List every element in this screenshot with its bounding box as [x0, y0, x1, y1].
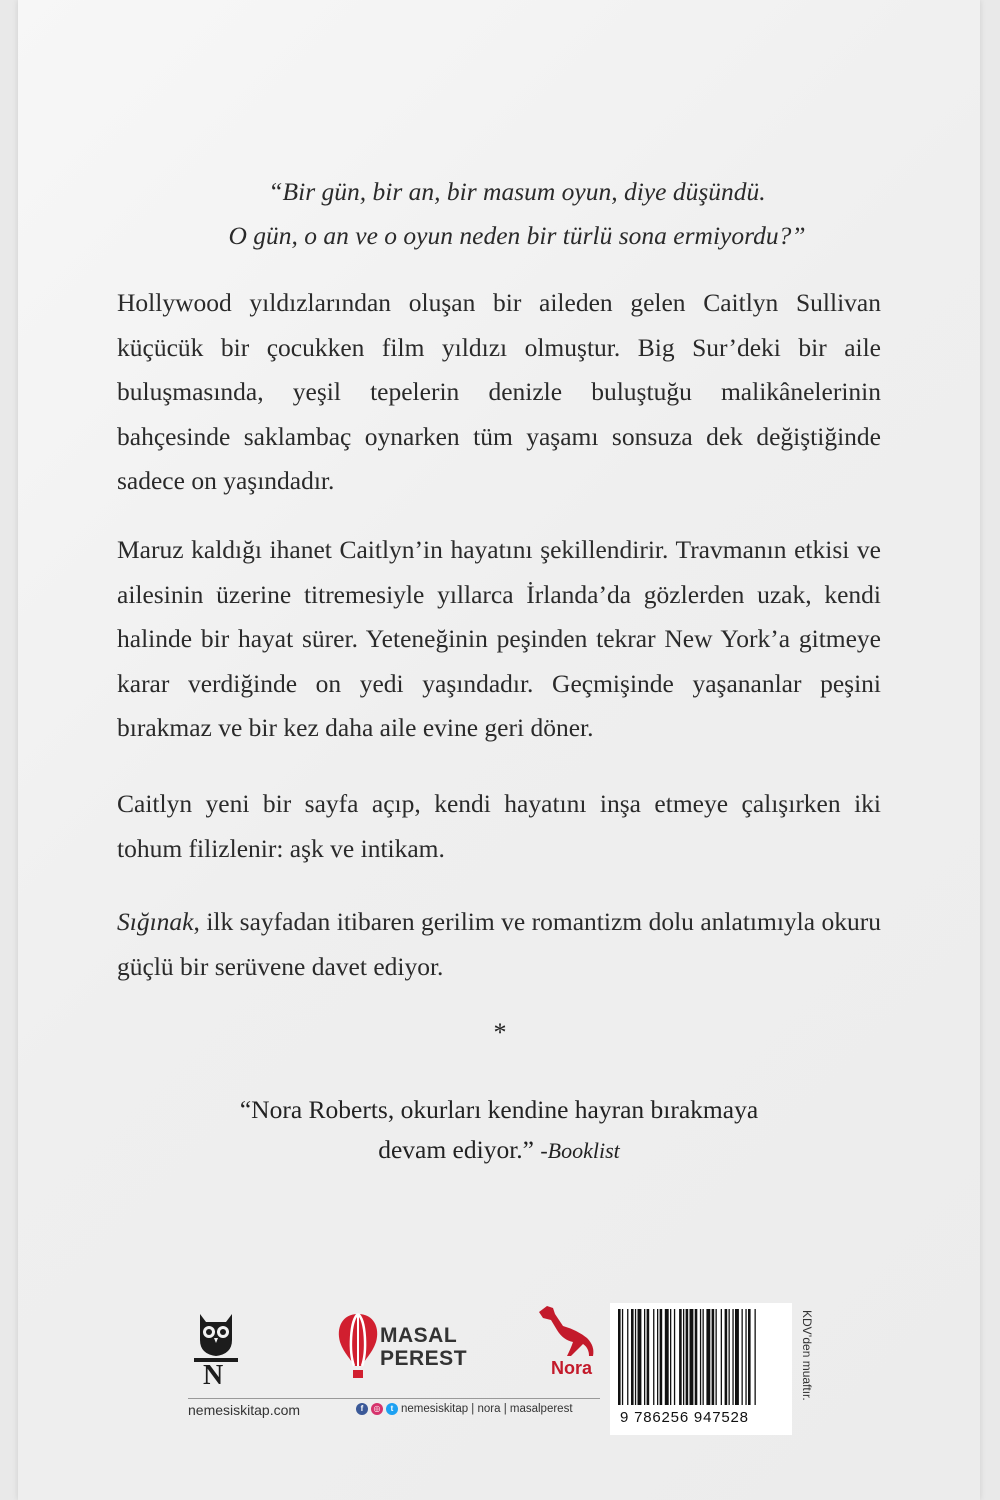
- barcode-bar: [683, 1309, 684, 1405]
- barcode-bar: [700, 1309, 701, 1405]
- perest-word: PEREST: [380, 1347, 468, 1370]
- barcode-bar: [735, 1309, 739, 1405]
- review-quote: [117, 1090, 881, 1171]
- hot-air-balloon-icon: [336, 1312, 380, 1382]
- barcode-bar: [644, 1309, 645, 1405]
- barcode-bar: [716, 1309, 717, 1405]
- social-handles-text: nemesiskitap | nora | masalperest: [401, 1403, 573, 1415]
- barcode-bar: [665, 1309, 669, 1405]
- synopsis-paragraph-2: Maruz kaldığı ihanet Caitlyn’in hayatını şekillendirir. Travmanın etkisi ve ailesinin üzerine titremesiyle yıllarca İrlanda’da gözlerden uzak, kendi halinde bir hayat sürer. Yeteneğinin peşinden tekrar New York’a gitmeye karar verdiğinde on yedi yaşındadır. Geçmişinde yaşananlar peşini bırakmaz ve bir kez daha aile evine geri döner.: [117, 535, 881, 742]
- barcode-bar: [660, 1309, 663, 1405]
- synopsis-paragraph-4-text: , ilk sayfadan itibaren gerilim ve romantizm dolu anlatımıyla okuru güçlü bir serüvene davet ediyor.: [117, 907, 881, 981]
- review-source: -Booklist: [540, 1138, 620, 1163]
- isbn-number: 9 786256 947528: [620, 1409, 749, 1426]
- barcode-bar: [657, 1309, 658, 1405]
- barcode-bar: [703, 1309, 704, 1405]
- opening-quote-line2: O gün, o an ve o oyun neden bir türlü sona ermiyordu?”: [228, 221, 806, 250]
- nora-wordmark: Nora: [551, 1358, 593, 1378]
- barcode-bar: [647, 1309, 650, 1405]
- review-line1: “Nora Roberts, okurları kendine hayran bırakmaya: [239, 1095, 759, 1124]
- synopsis-paragraph-3: Caitlyn yeni bir sayfa açıp, kendi hayatını inşa etmeye çalışırken iki tohum filizlenir: aşk ve intikam.: [117, 789, 881, 863]
- nora-logo: [533, 1300, 603, 1386]
- barcode-bar: [732, 1309, 733, 1405]
- greyhound-icon: [533, 1300, 603, 1360]
- masal-word: MASAL: [380, 1324, 458, 1347]
- barcode-bar: [695, 1309, 698, 1405]
- synopsis-paragraph-1: Hollywood yıldızlarından oluşan bir aileden gelen Caitlyn Sullivan küçücük bir çocukken film yıldızı olmuştur. Big Sur’deki bir aile buluşmasında, yeşil tepelerin denizle buluştuğu malikânelerinin bahçesinde saklambaç oynarken tüm yaşamı sonsuza dek değiştiğinde sadece on yaşındadır.: [117, 288, 881, 495]
- barcode-bar: [712, 1309, 715, 1405]
- barcode-bar: [748, 1309, 751, 1405]
- publisher-logos: [188, 1300, 608, 1400]
- social-handles: [356, 1403, 573, 1415]
- barcode-bar: [618, 1309, 621, 1405]
- nemesis-owl-logo: [188, 1310, 244, 1390]
- opening-quote-line1: “Bir gün, bir an, bir masum oyun, diye düşündü.: [268, 177, 766, 206]
- opening-quote: [135, 170, 899, 258]
- review-line2: devam ediyor.”: [378, 1135, 534, 1164]
- barcode-bar: [745, 1309, 746, 1405]
- barcode-bars: [618, 1309, 786, 1405]
- barcode-bar: [725, 1309, 728, 1405]
- barcode-bar: [679, 1309, 682, 1405]
- barcode-bar: [638, 1309, 642, 1405]
- instagram-icon: ◎: [371, 1403, 383, 1415]
- barcode-bar: [631, 1309, 634, 1405]
- footer-divider: [188, 1398, 600, 1399]
- barcode-bar: [755, 1309, 756, 1405]
- barcode-bar: [690, 1309, 694, 1405]
- synopsis-paragraph-4: [117, 900, 881, 989]
- owl-letter: N: [203, 1360, 224, 1391]
- facebook-icon: f: [356, 1403, 368, 1415]
- barcode-bar: [622, 1309, 623, 1405]
- barcode-bar: [670, 1309, 671, 1405]
- barcode-bar: [674, 1309, 675, 1405]
- book-title: Sığınak: [117, 907, 194, 936]
- barcode-bar: [686, 1309, 689, 1405]
- masal-perest-wordmark: [380, 1324, 467, 1370]
- barcode-bar: [706, 1309, 710, 1405]
- barcode-bar: [635, 1309, 636, 1405]
- barcode-bar: [729, 1309, 730, 1405]
- barcode-bar: [627, 1309, 628, 1405]
- publisher-website: nemesiskitap.com: [188, 1402, 301, 1418]
- isbn-barcode: [610, 1303, 792, 1435]
- section-separator: *: [493, 1018, 507, 1047]
- masal-perest-logo: [336, 1312, 468, 1388]
- barcode-bar: [721, 1309, 722, 1405]
- tax-exempt-note: KDV’den muaftır.: [800, 1310, 814, 1401]
- barcode-bar: [653, 1309, 654, 1405]
- barcode-bar: [742, 1309, 743, 1405]
- twitter-icon: t: [386, 1403, 398, 1415]
